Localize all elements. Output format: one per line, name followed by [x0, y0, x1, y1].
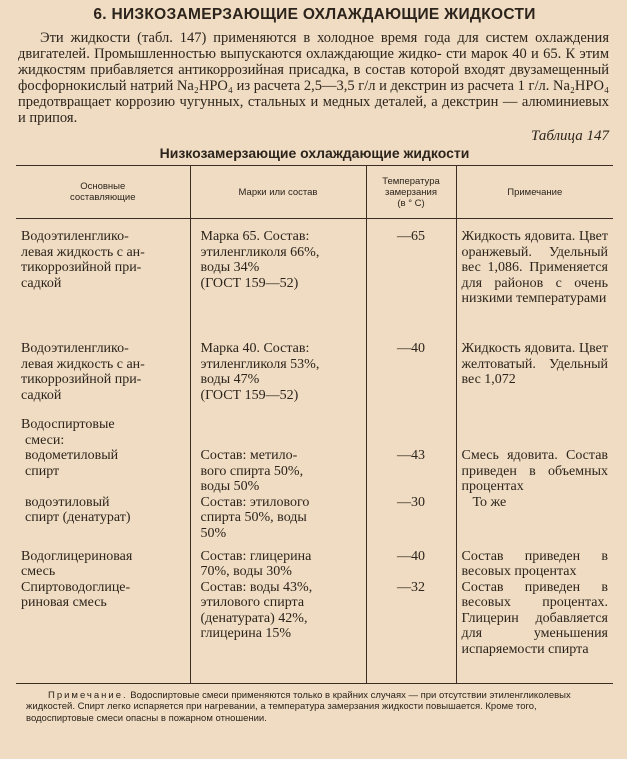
table-header-row — [16, 166, 613, 219]
component-cell: Водоэтиленглико- левая жидкость с ан- тикоррозийной при- садкой — [21, 341, 145, 403]
intro-line: припоя. — [29, 110, 78, 126]
intro-line: в состав которой входят двузамещенный фосфорнокислый натрий Na₂HPO₄ — [18, 62, 609, 94]
intro-line: охлаждения двигателей. Промышленностью выпускаются охлаждающие жидко- — [18, 30, 609, 62]
note-cell: Смесь ядовита. Состав приведен в объемных процентах — [456, 448, 613, 495]
composition-cell: Состав: глицерина 70%, воды 30% — [190, 549, 366, 580]
component-cell: водоэтиловый спирт (денатурат) — [25, 494, 131, 525]
intro-line: коррозию чугунных, стальных и медных деталей, а декстрин — алюминиевых и — [18, 94, 610, 126]
composition-cell: Марка 65. Состав: этиленгликоля 66%, воды 34% (ГОСТ 159—52) — [190, 219, 366, 342]
coolant-table — [16, 165, 613, 683]
temperature-cell: —65 — [366, 219, 456, 342]
table-row — [16, 411, 613, 448]
table-footnote — [16, 683, 613, 725]
note-cell: То же — [456, 495, 613, 549]
component-cell: Водоспиртовые смеси: — [21, 417, 115, 448]
component-cell: Водоглицериновая смесь — [21, 548, 133, 579]
note-cell: Жидкость ядовита. Цвет желтоватый. Удельный вес 1,072 — [456, 341, 613, 411]
composition-cell: Состав: этилового спирта 50%, воды 50% — [190, 495, 366, 549]
table-row — [16, 341, 613, 411]
header-components: Основные составляющие — [16, 166, 190, 219]
note-cell: Жидкость ядовита. Цвет оранжевый. Удельный вес 1,086. Применяется для районов с очень низкими температурами — [456, 219, 613, 342]
header-grades: Марки или состав — [190, 166, 366, 219]
temperature-cell: —43 — [366, 448, 456, 495]
composition-cell — [190, 411, 366, 448]
composition-cell: Состав: воды 43%, этилового спирта (денатурата) 42%, глицерина 15% — [190, 580, 366, 683]
temperature-cell: —40 — [366, 549, 456, 580]
composition-cell: Марка 40. Состав: этиленгликоля 53%, воды 47% (ГОСТ 159—52) — [190, 341, 366, 411]
temperature-cell — [366, 411, 456, 448]
header-temperature: Температура замерзания (в ° С) — [366, 166, 456, 219]
intro-line: из расчета 2,5—3,5 г/л и декстрин из расчета 1 г/л. Na₂HPO₄ предотвращает — [18, 78, 609, 110]
component-cell: Водоэтиленглико- левая жидкость с ан- тикоррозийной при- садкой — [21, 229, 145, 291]
note-cell: Состав приведен в весовых процентах. Глицерин добавляется для уменьшения испаряемости спирта — [456, 580, 613, 683]
table-row — [16, 448, 613, 495]
header-note: Примечание — [456, 166, 613, 219]
footnote-text: Водоспиртовые смеси применяются только в крайних случаях — при отсутствии этиленгликолевых жидкостей. Спирт легко испаряется при нагревании, а температура замерзания жидкости повышается. Кроме того, водоспиртовые смеси опасны в пожарном отношении. — [26, 689, 571, 724]
footnote-label: Примечание. — [48, 689, 128, 701]
table-row — [16, 495, 613, 549]
intro-paragraph — [18, 30, 609, 126]
table-number: Таблица 147 — [531, 128, 609, 144]
table-row — [16, 580, 613, 683]
table-row — [16, 549, 613, 580]
intro-line: Эти жидкости (табл. 147) применяются в холодное время года для систем — [40, 30, 529, 46]
temperature-cell: —32 — [366, 580, 456, 683]
temperature-cell: —40 — [366, 341, 456, 411]
note-cell: Состав приведен в весовых процентах — [456, 549, 613, 580]
temperature-cell: —30 — [366, 495, 456, 549]
table-title: Низкозамерзающие охлаждающие жидкости — [159, 145, 470, 161]
note-cell — [456, 411, 613, 448]
intro-line: сти марок 40 и 65. К этим жидкостям прибавляется антикоррозийная присадка, — [18, 46, 609, 78]
component-cell: Спиртоводоглице- риновая смесь — [21, 579, 131, 610]
component-cell: водометиловый спирт — [25, 448, 119, 479]
composition-cell: Состав: метило- вого спирта 50%, воды 50% — [190, 448, 366, 495]
section-heading: 6. НИЗКОЗАМЕРЗАЮЩИЕ ОХЛАЖДАЮЩИЕ ЖИДКОСТИ — [93, 6, 536, 23]
table-row — [16, 219, 613, 342]
